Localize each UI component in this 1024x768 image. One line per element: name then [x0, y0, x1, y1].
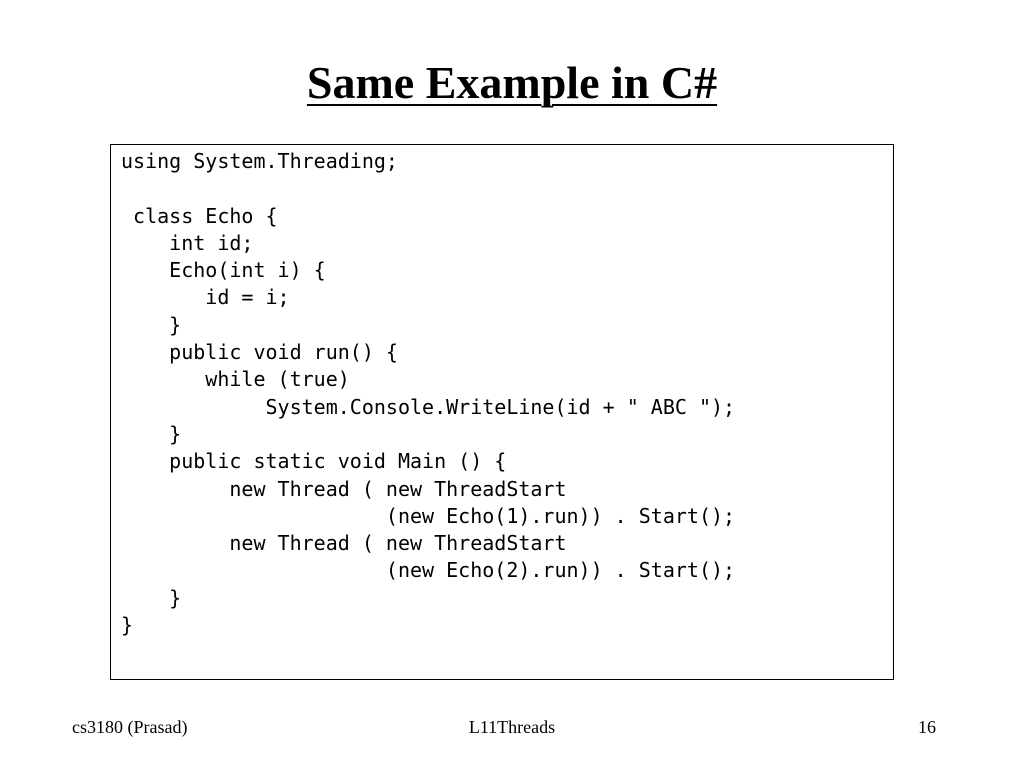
- slide-title: [0, 52, 1024, 114]
- code-line: while (true): [121, 367, 350, 392]
- footer-page-number: 16: [918, 717, 936, 737]
- code-line: new Thread ( new ThreadStart: [121, 476, 567, 501]
- code-line: using System.Threading;: [121, 149, 398, 173]
- code-line: Echo(int i) {: [121, 258, 326, 283]
- code-line: (new Echo(2).run)) . Start();: [121, 558, 736, 583]
- code-line: class Echo {: [121, 203, 278, 228]
- code-line: new Thread ( new ThreadStart: [121, 531, 567, 556]
- code-line: int id;: [121, 230, 254, 255]
- slide-title-text: Same Example in C#: [306, 57, 718, 108]
- code-line: }: [121, 421, 182, 446]
- code-line: (new Echo(1).run)) . Start();: [121, 503, 736, 528]
- code-line: System.Console.WriteLine(id + " ABC ");: [121, 394, 736, 419]
- code-line: public void run() {: [121, 340, 398, 365]
- code-line: [121, 175, 735, 202]
- code-line: id = i;: [121, 285, 290, 310]
- code-line: }: [121, 312, 182, 337]
- footer-course: cs3180 (Prasad): [72, 717, 188, 737]
- code-block: [121, 148, 735, 639]
- code-box: [110, 144, 894, 680]
- code-line: }: [121, 613, 134, 638]
- footer-lecture: L11Threads: [468, 717, 556, 737]
- code-line: }: [121, 585, 182, 610]
- code-line: public static void Main () {: [121, 449, 507, 474]
